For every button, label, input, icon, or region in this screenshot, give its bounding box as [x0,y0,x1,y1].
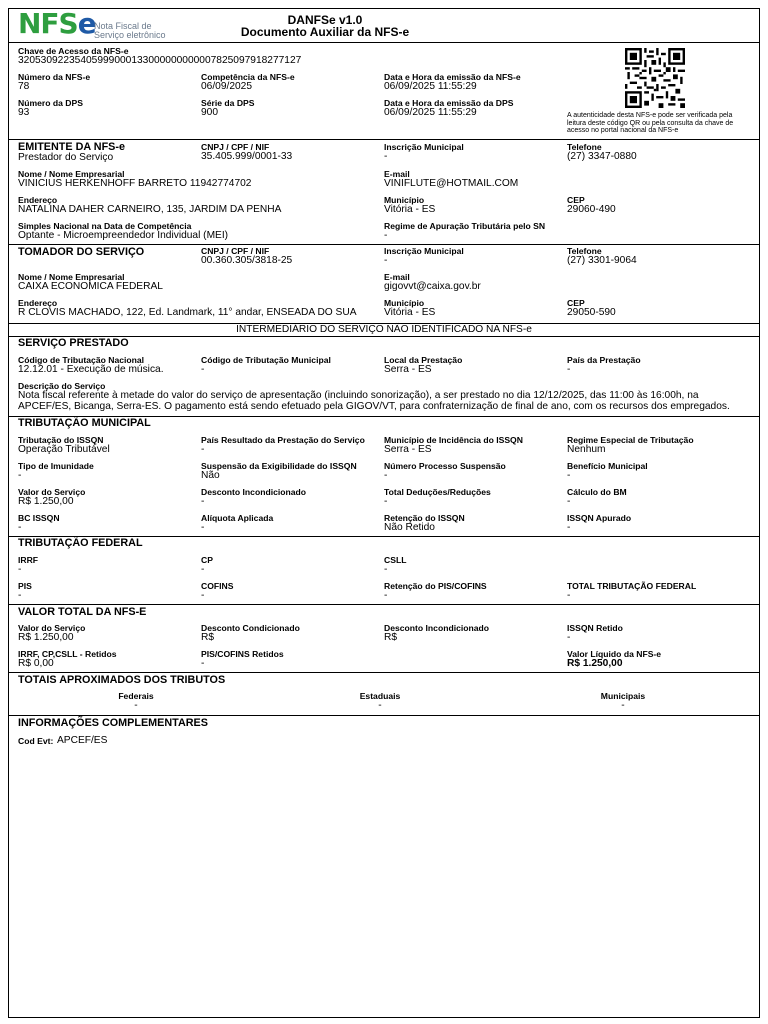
emissao-nfse-value: 06/09/2025 11:55:29 [384,81,477,92]
document-subtitle: Documento Auxiliar da NFS-e [240,25,410,39]
desc-cond-label: Desconto Condicionado [201,623,300,633]
regime-especial-value: Nenhum [567,444,606,455]
bc-issqn-value: - [18,522,22,533]
pis-label: PIS [18,581,32,591]
cod-municipal-value: - [201,364,205,375]
tomador-cep-label: CEP [567,298,585,308]
tomador-email-label: E-mail [384,272,410,282]
tomador-cep-value: 29050-590 [567,307,616,318]
emitente-municipio-value: Vitória - ES [384,204,436,215]
cofins-label: COFINS [201,581,234,591]
issqn-apurado-label: ISSQN Apurado [567,513,632,523]
emitente-cep-label: CEP [567,195,585,205]
liquido-label: Valor Líquido da NFS-e [567,649,662,659]
cp-label: CP [201,555,213,565]
issqn-retido-label: ISSQN Retido [567,623,623,633]
nfse-logo-mark: NFSe [18,7,96,40]
numero-nfse-label: Número da NFS-e [18,72,91,82]
numero-nfse-value: 78 [18,81,30,92]
trib-municipal-title: TRIBUTAÇÃO MUNICIPAL [18,417,151,429]
beneficio-value: - [567,470,571,481]
serie-dps-label: Série da DPS [201,98,255,108]
cofins-value: - [201,590,205,601]
tomador-endereco-label: Endereço [18,298,58,308]
info-title: INFORMAÇÕES COMPLEMENTARES [18,717,208,729]
chave-value: 32053092235405999000133000000000007825097918277127 [18,55,302,66]
tomador-im-value: - [384,255,388,266]
estaduais-label: Estaduais [359,691,401,701]
emitente-nome-value: VINICIUS HERKENHOFF BARRETO 11942774702 [18,178,252,189]
tomador-municipio-label: Município [384,298,425,308]
total-federal-label: TOTAL TRIBUTAÇÃO FEDERAL [567,581,697,591]
emitente-im-label: Inscrição Municipal [384,142,464,152]
nfse-logo-line1: Nota Fiscal de [94,21,152,31]
desc-cond-value: R$ [201,632,215,643]
danfse-document [8,8,760,1018]
tomador-nome-value: CAIXA ECONOMICA FEDERAL [18,281,163,292]
suspensao-value: Não [201,470,220,481]
local-prestacao-label: Local da Prestação [384,355,463,365]
num-processo-label: Número Processo Suspensão [384,461,506,471]
calculo-bm-value: - [567,496,571,507]
retencao-issqn-label: Retenção do ISSQN [384,513,465,523]
intermediario-notice: INTERMEDIÁRIO DO SERVIÇO NÃO IDENTIFICADO NA NFS-e [236,324,532,335]
descricao-label: Descrição do Serviço [18,381,106,391]
desc-incond-value: - [201,496,205,507]
emitente-endereco-value: NATALINA DAHER CARNEIRO, 135, JARDIM DA PENHA [18,204,282,215]
document-title: DANFSe v1.0 [287,13,363,27]
issqn-retido-value: - [567,632,571,643]
aliquota-label: Alíquota Aplicada [201,513,274,523]
irrf-retidos-label: IRRF, CP,CSLL - Retidos [18,649,117,659]
nfse-logo [18,7,168,41]
competencia-value: 06/09/2025 [201,81,252,92]
pis-value: - [18,590,22,601]
numero-dps-label: Número da DPS [18,98,83,108]
valor-total-title: VALOR TOTAL DA NFS-E [18,606,147,618]
pais-prestacao-value: - [567,364,571,375]
divider [9,604,759,605]
imunidade-label: Tipo de Imunidade [18,461,94,471]
tomador-municipio-value: Vitória - ES [384,307,436,318]
pis-retidos-label: PIS/COFINS Retidos [201,649,284,659]
emitente-telefone-value: (27) 3347-0880 [567,151,637,162]
totais-title: TOTAIS APROXIMADOS DOS TRIBUTOS [18,674,226,686]
issqn-apurado-value: - [567,522,571,533]
tomador-nome-label: Nome / Nome Empresarial [18,272,125,282]
cod-municipal-label: Código de Tributação Municipal [201,355,331,365]
mun-incidencia-label: Município de Incidência do ISSQN [384,435,523,445]
vt-valor-servico-value: R$ 1.250,00 [18,632,74,643]
irrf-value: - [18,564,22,575]
tributacao-issqn-value: Operação Tributável [18,444,110,455]
pais-prestacao-label: País da Prestação [567,355,641,365]
emitente-municipio-label: Município [384,195,425,205]
tomador-title: TOMADOR DO SERVIÇO [18,246,145,258]
qr-note: A autenticidade desta NFS-e pode ser verificada pela leitura deste código QR ou pela consulta da chave de acesso no portal nacional da NFS-e [567,112,734,134]
chave-label: Chave de Acesso da NFS-e [18,46,129,56]
emitente-email-value: VINIFLUTE@HOTMAIL.COM [384,178,519,189]
emitente-email-label: E-mail [384,169,410,179]
pis-retidos-value: - [201,658,205,669]
total-federal-value: - [567,590,571,601]
regime-sn-value: - [384,230,388,241]
divider [9,139,759,140]
local-prestacao-value: Serra - ES [384,364,432,375]
divider [9,672,759,673]
simples-value: Optante - Microempreendedor Individual (MEI) [18,230,229,241]
descricao-line-2: APCEF/ES, Bicanga, Serra-ES. O pagamento está sendo efetuado pela GIGOV/VT, para confraternização de final de ano, com os recursos dos empregados. [18,401,730,412]
liquido-value: R$ 1.250,00 [567,658,623,669]
total-deducoes-label: Total Deduções/Reduções [384,487,491,497]
vt-desc-incond-value: R$ [384,632,398,643]
suspensao-label: Suspensão da Exigibilidade do ISSQN [201,461,357,471]
ret-pis-cofins-value: - [384,590,388,601]
nfse-logo-line2: Serviço eletrônico [94,30,166,40]
competencia-label: Competência da NFS-e [201,72,295,82]
divider [9,42,759,43]
emissao-nfse-label: Data e Hora da emissão da NFS-e [384,72,521,82]
mun-incidencia-value: Serra - ES [384,444,432,455]
federais-label: Federais [118,691,154,701]
retencao-issqn-value: Não Retido [384,522,435,533]
calculo-bm-label: Cálculo do BM [567,487,627,497]
tomador-telefone-label: Telefone [567,246,602,256]
valor-servico-value: R$ 1.250,00 [18,496,74,507]
desc-incond-label: Desconto Incondicionado [201,487,307,497]
divider [9,244,759,245]
emitente-cnpj-label: CNPJ / CPF / NIF [201,142,270,152]
tomador-endereco-value: R CLOVIS MACHADO, 122, Ed. Landmark, 11° andar, ENSEADA DO SUA [18,307,357,318]
vt-desc-incond-label: Desconto Incondicionado [384,623,490,633]
csll-value: - [384,564,388,575]
total-deducoes-value: - [384,496,388,507]
regime-especial-label: Regime Especial de Tributação [567,435,694,445]
valor-servico-label: Valor do Serviço [18,487,86,497]
divider [9,715,759,716]
emitente-im-value: - [384,151,388,162]
irrf-retidos-value: R$ 0,00 [18,658,54,669]
cod-evt-label: Cod Evt: [18,736,54,746]
vt-valor-servico-label: Valor do Serviço [18,623,86,633]
estaduais-value: - [378,700,382,711]
regime-sn-label: Regime de Apuração Tributária pelo SN [384,221,546,231]
numero-dps-value: 93 [18,107,30,118]
tomador-cnpj-value: 00.360.305/3818-25 [201,255,293,266]
pais-resultado-label: País Resultado da Prestação do Serviço [201,435,365,445]
bc-issqn-label: BC ISSQN [18,513,60,523]
tomador-im-label: Inscrição Municipal [384,246,464,256]
num-processo-value: - [384,470,388,481]
csll-label: CSLL [384,555,407,565]
irrf-label: IRRF [18,555,39,565]
cod-evt-value: APCEF/ES [57,735,108,746]
imunidade-value: - [18,470,22,481]
beneficio-label: Benefício Municipal [567,461,648,471]
emissao-dps-value: 06/09/2025 11:55:29 [384,107,477,118]
servico-title: SERVIÇO PRESTADO [18,337,129,349]
municipais-value: - [621,700,625,711]
federais-value: - [134,700,138,711]
trib-federal-title: TRIBUTAÇÃO FEDERAL [18,537,143,549]
cp-value: - [201,564,205,575]
tributacao-issqn-label: Tributação do ISSQN [18,435,104,445]
emitente-cnpj-value: 35.405.999/0001-33 [201,151,293,162]
municipais-label: Municipais [600,691,646,701]
tomador-telefone-value: (27) 3301-9064 [567,255,637,266]
tomador-cnpj-label: CNPJ / CPF / NIF [201,246,270,256]
pais-resultado-value: - [201,444,205,455]
serie-dps-value: 900 [201,107,218,118]
emitente-telefone-label: Telefone [567,142,602,152]
cod-nacional-label: Código de Tributação Nacional [18,355,145,365]
emitente-cep-value: 29060-490 [567,204,616,215]
cod-nacional-value: 12.12.01 - Execução de música. [18,364,164,375]
emitente-nome-label: Nome / Nome Empresarial [18,169,125,179]
emitente-title: EMITENTE DA NFS-e [18,141,125,153]
emitente-endereco-label: Endereço [18,195,58,205]
emitente-subtitle: Prestador do Serviço [18,152,114,163]
qr-code-icon [625,48,685,108]
simples-label: Simples Nacional na Data de Competência [18,221,192,231]
aliquota-value: - [201,522,205,533]
emissao-dps-label: Data e Hora da emissão da DPS [384,98,514,108]
ret-pis-cofins-label: Retenção do PIS/COFINS [384,581,487,591]
nfse-logo-e: e [77,7,96,40]
tomador-email-value: gigovvt@caixa.gov.br [384,281,481,292]
descricao-line-1: Nota fiscal referente à metade do valor do serviço de apresentação (incluindo sonorização), a ser prestado no dia 12/12/2025, das 11:00 às 16:00h, na [18,390,699,401]
